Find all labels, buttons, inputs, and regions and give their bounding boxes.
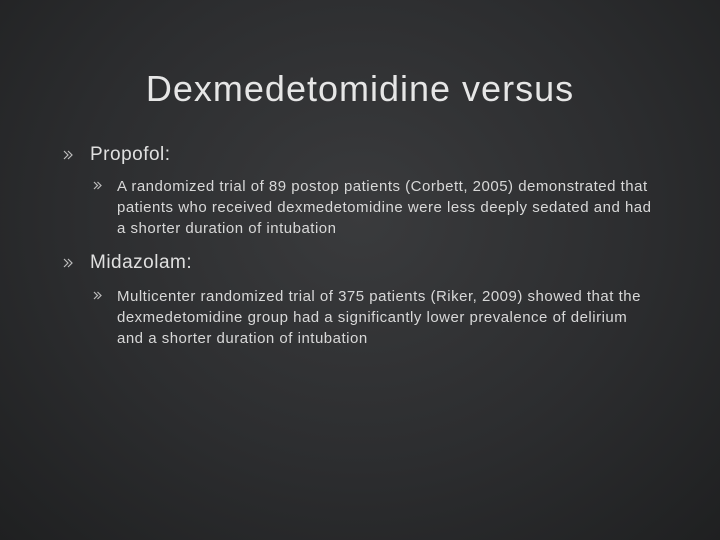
bullet-arrow-icon [62,257,74,269]
bullet-heading: Propofol: [90,144,171,165]
bullet-detail: A randomized trial of 89 postop patients (Corbett, 2005) demonstrated that patients who received dexmedetomidine were less deeply sedated and had a shorter duration of intubation [117,178,652,237]
bullet-heading: Midazolam: [90,252,193,273]
bullet-detail: Multicenter randomized trial of 375 patients (Riker, 2009) showed that the dexmedetomidine group had a significantly lower prevalence of delirium and a shorter duration of intubation [117,288,641,347]
bullet-arrow-icon [62,149,74,161]
slide-title: Dexmedetomidine versus [145,68,575,109]
sub-bullet-arrow-icon [92,180,103,191]
sub-bullet-arrow-icon [92,290,103,301]
